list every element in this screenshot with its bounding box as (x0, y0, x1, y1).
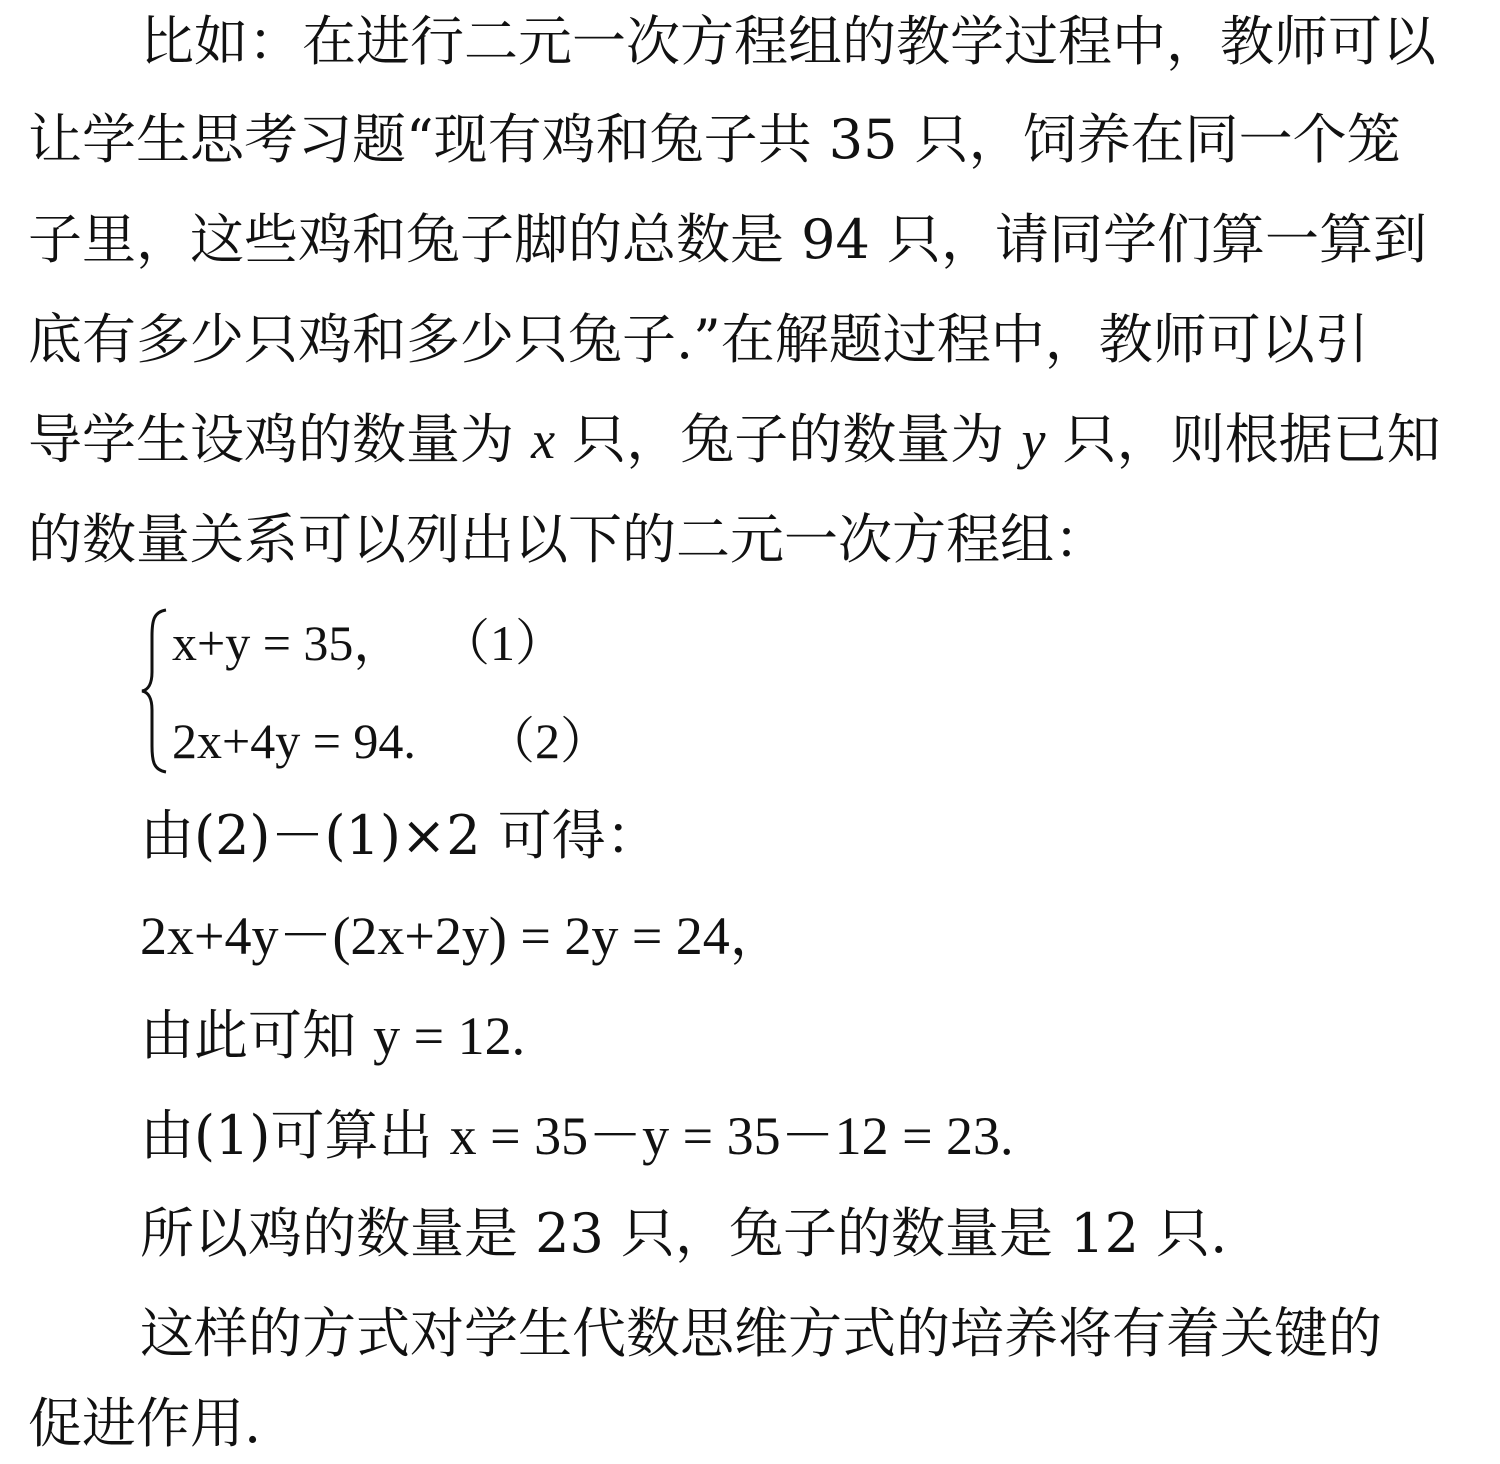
line5-text-b: 只，兔子的数量为 (555, 408, 1022, 471)
equation-1: x+y = 35， (172, 615, 404, 671)
equation-1-label: （1） (440, 615, 565, 671)
paragraph2-line2: 促进作用. (28, 1392, 262, 1455)
step-conclusion: 所以鸡的数量是 23 只，兔子的数量是 12 只. (140, 1202, 1228, 1265)
variable-y: y (1021, 410, 1046, 470)
paragraph2-line1: 这样的方式对学生代数思维方式的培养将有着关键的 (140, 1302, 1382, 1365)
equation-system (140, 606, 660, 786)
step4-math: x = 35－y = 35－12 = 23. (449, 1106, 1014, 1166)
paragraph1-line4: 底有多少只鸡和多少只兔子.”在解题过程中，教师可以引 (28, 308, 1369, 371)
equation-2-label: （2） (485, 713, 610, 769)
line5-text-c: 只，则根据已知 (1045, 408, 1441, 471)
paragraph1-line5 (28, 400, 1470, 480)
paragraph1-line2: 让学生思考习题“现有鸡和兔子共 35 只，饲养在同一个笼 (28, 108, 1401, 171)
left-brace-icon (140, 606, 170, 776)
step-subtract: 由(2)－(1)×2 可得： (140, 804, 660, 867)
line5-text-a: 导学生设鸡的数量为 (28, 408, 532, 471)
step-solve-x (140, 1096, 1500, 1176)
step-derivation: 2x+4y－(2x+2y) = 2y = 24， (140, 906, 784, 966)
step4-text: 由(1)可算出 (140, 1104, 450, 1167)
paragraph1-line3: 子里，这些鸡和兔子脚的总数是 94 只，请同学们算一算到 (28, 208, 1428, 271)
paragraph1-line1: 比如：在进行二元一次方程组的教学过程中，教师可以 (140, 10, 1436, 73)
equation-2: 2x+4y = 94. (172, 713, 416, 769)
variable-x: x (531, 410, 556, 470)
step3-math: y = 12. (373, 1006, 526, 1066)
paragraph1-line6: 的数量关系可以列出以下的二元一次方程组： (28, 508, 1108, 571)
step3-text: 由此可知 (140, 1004, 374, 1067)
step-solve-y (140, 996, 1500, 1076)
